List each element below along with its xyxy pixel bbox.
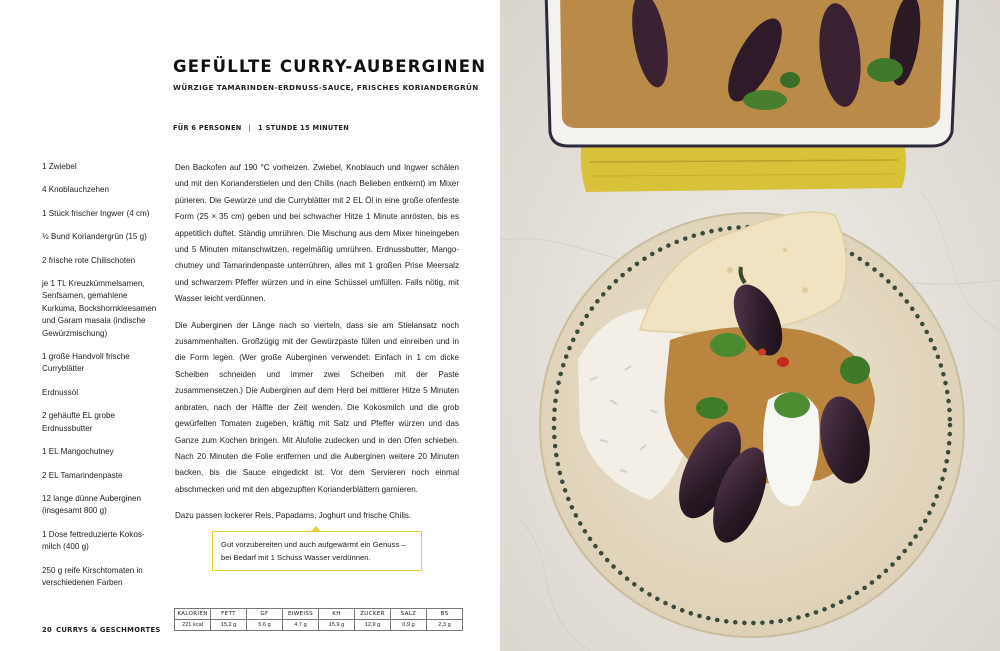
- chili-slice: [758, 349, 766, 356]
- page-footer: [42, 626, 161, 634]
- coriander-leaf: [840, 356, 870, 384]
- nutrition-table: [174, 608, 463, 631]
- ingredient-item: 1 Stück frischer Ingwer (4 cm): [42, 208, 150, 218]
- nutrition-header: GF: [247, 609, 283, 620]
- meta-separator: |: [248, 124, 252, 132]
- servings: FÜR 6 PERSONEN: [173, 124, 242, 132]
- curry-eggplant-dish-photo: [500, 0, 1000, 651]
- nutrition-header: SALZ: [391, 609, 427, 620]
- section-name: CURRYS & GESCHMORTES: [56, 626, 161, 634]
- method-text: [175, 160, 459, 535]
- nutrition-value: 12,9 g: [355, 620, 391, 631]
- ingredient-item: 1 Zwiebel: [42, 162, 77, 171]
- nutrition-value: 0,9 g: [391, 620, 427, 631]
- ingredient-list: [42, 161, 160, 600]
- nutrition-header: EIWEISS: [283, 609, 319, 620]
- coriander-leaf: [710, 333, 746, 357]
- ingredient-item: 1 große Handvoll frische Curryblätter: [42, 352, 130, 374]
- coriander-leaf: [780, 72, 800, 88]
- ingredient-item: 2 gehäufte EL grobe Erdnussbutter: [42, 411, 116, 433]
- chili-slice: [777, 357, 789, 367]
- ingredient-item: 2 EL Tamarindenpaste: [42, 470, 123, 480]
- nutrition-value: 5,6 g: [247, 620, 283, 631]
- cooking-time: 1 STUNDE 15 MINUTEN: [258, 124, 350, 132]
- ingredient-item: 2 frische rote Chilischoten: [42, 255, 136, 265]
- ingredient-item: ½ Bund Koriandergrün (15 g): [42, 232, 147, 242]
- nutrition-header: KH: [319, 609, 355, 620]
- recipe-subtitle: WÜRZIGE TAMARINDEN-ERDNUSS-SAUCE, FRISCHES KORIANDERGRÜN: [173, 83, 479, 92]
- ingredient-item: 1 EL Mangochutney: [42, 447, 114, 457]
- coriander-leaf: [743, 90, 787, 110]
- recipe-title: GEFÜLLTE CURRY-AUBERGINEN: [173, 57, 487, 76]
- method-paragraph: Dazu passen lockerer Reis, Papadams, Joghurt und frische Chilis.: [175, 511, 412, 521]
- ingredient-item: Erdnussöl: [42, 387, 78, 397]
- recipe-meta: [173, 124, 349, 132]
- nutrition-value: 15,9 g: [319, 620, 355, 631]
- nutrition-value: 15,2 g: [211, 620, 247, 631]
- tip-box: [212, 531, 422, 571]
- nutrition-value: 221 kcal: [175, 620, 211, 631]
- papadam-spot: [727, 267, 733, 273]
- tip-text: Gut vorzubereiten und auch aufgewärmt ein Genuss – bei Bedarf mit 1 Schuss Wasser verdünnen.: [221, 540, 406, 562]
- method-paragraph: Die Auberginen der Länge nach so vierteln, dass sie am Stielansatz noch zusammenhalten. Großzügig mit der Gewürzpaste füllen und einreiben und in die Form legen. (Wer große Auberginen verwendet: Einfach in 1 cm dicke Scheiben schneiden und immer zwei Scheiben mit der Paste zusammensetzen.) Die Auberginen auf dem Herd bei mittlerer Hitze 5 Minuten anbraten, nach der Hälfte der Zeit wenden. Die Kokosmilch und die grob gewürfelten Tomaten zugeben, kräftig mit Salz und Pfeffer würzen und das Ganze zum Kochen bringen. Mit Alufolie zudecken und in den Ofen schieben. Nach 20 Minuten die Folie entfernen und die Auberginen weitere 20 Minuten backen, bis die Sauce eingedickt ist. Vor dem Servieren noch einmal abschmecken und mit den abgezupften Korianderblättern garnieren.: [175, 320, 459, 494]
- nutrition-header-row: [175, 609, 463, 620]
- nutrition-value: 2,3 g: [427, 620, 463, 631]
- ingredient-item: 4 Knoblauchzehen: [42, 185, 110, 195]
- ingredient-item: 12 lange dünne Auberginen (insgesamt 800 g): [42, 493, 142, 516]
- nutrition-value-row: [175, 620, 463, 631]
- coriander-leaf: [696, 397, 728, 419]
- nutrition-header: BS: [427, 609, 463, 620]
- ingredient-item: 250 g reife Kirschtomaten in verschiedenen Farben: [42, 565, 143, 587]
- food-photo: [500, 0, 1000, 651]
- method-paragraph: Den Backofen auf 190 °C vorheizen. Zwiebel, Knoblauch und Ingwer schälen und mit den Korianderstielen und den Chilis (nach Belieben entkernt) im Mixer pürieren. Die Gewürze und die Curryblätter mit 2 EL Öl in eine große ofenfeste Form (25 × 35 cm) geben und bei schwacher Hitze 1 Minute anrösten, bis es appetitlich duftet. Ständig umrühren. Die Mischung aus dem Mixer hineingeben und 5 Minuten mitanschwitzen, regelmäßig umrühren. Erdnussbutter, Mangochutney und Tamarindenpaste unterrühren, alles mit 1 großen Prise Meersalz und schwarzem Pfeffer würzen und in eine Schüssel umfüllen. Falls nötig, mit Wasser leicht verdünnen.: [175, 163, 459, 304]
- papadam-spot: [783, 248, 788, 253]
- papadam-spot: [802, 287, 808, 293]
- nutrition-header: ZUCKER: [355, 609, 391, 620]
- page-number: 20: [42, 626, 53, 634]
- coriander-leaf: [867, 58, 903, 82]
- nutrition-header: KALORIEN: [175, 609, 211, 620]
- ingredient-item: 1 Dose fettreduzierte Kokosmilch (400 g): [42, 529, 145, 552]
- nutrition-value: 4,7 g: [283, 620, 319, 631]
- ingredient-item: je 1 TL Kreuzkümmelsamen, Senfsamen, gemahlene Kurkuma, Bockshornkleesamen und Garam masala (indische Gewürzmischung): [42, 279, 157, 338]
- nutrition-header: FETT: [211, 609, 247, 620]
- coriander-leaf: [774, 392, 810, 418]
